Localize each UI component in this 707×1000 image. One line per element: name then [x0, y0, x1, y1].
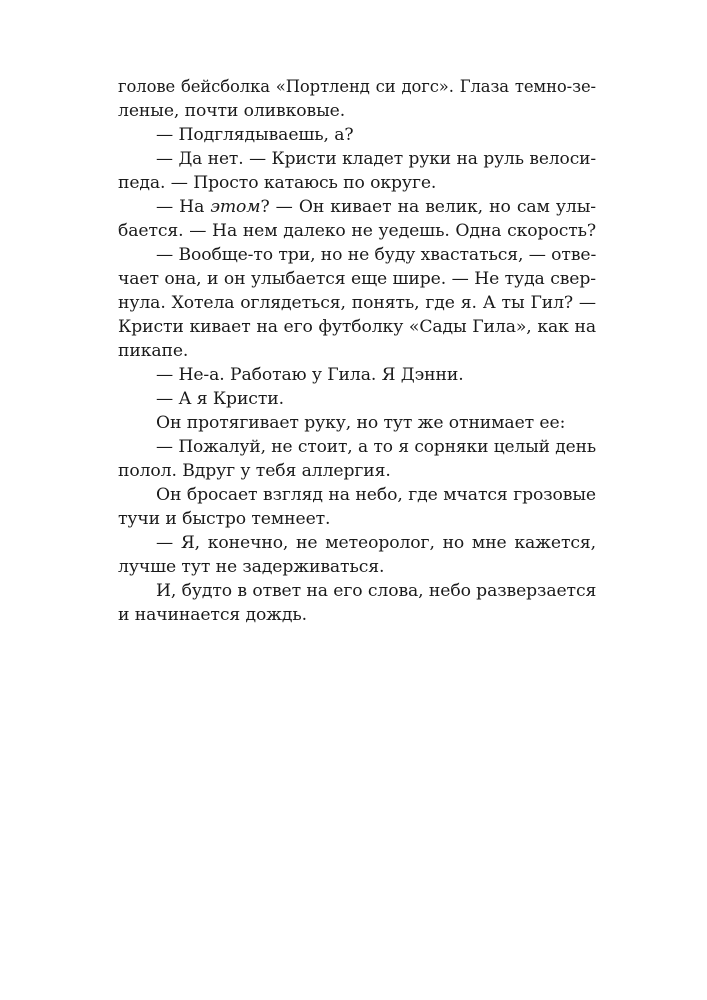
text-line: Кристи кивает на его футболку «Сады Гила», как на [118, 317, 596, 337]
text-line: — А я Кристи. [156, 389, 284, 409]
text-line: — Да нет. — Кристи кладет руки на руль велоси- [156, 149, 596, 169]
text-line: полол. Вдруг у тебя аллергия. [118, 461, 391, 481]
text-line: Он протягивает руку, но тут же отнимает ее: [156, 413, 566, 433]
text-line: — Я, конечно, не метеоролог, но мне кажется, [156, 533, 596, 553]
text-line: И, будто в ответ на его слова, небо разверзается [156, 581, 597, 601]
text-line: лучше тут не задерживаться. [118, 557, 385, 577]
text-line: — Подглядываешь, а? [156, 125, 354, 145]
text-segment: ? — Он кивает на велик, но сам улы- [260, 197, 596, 217]
text-line [118, 195, 596, 219]
text-line: — Вообще-то три, но не буду хвастаться, — отве- [156, 245, 597, 265]
text-line: педа. — Просто катаюсь по округе. [118, 173, 437, 193]
text-line: бается. — На нем далеко не уедешь. Одна скорость? [118, 221, 596, 241]
text-line: тучи и быстро темнеет. [118, 509, 331, 529]
body-text [118, 75, 596, 627]
text-line: нула. Хотела оглядеться, понять, где я. А ты Гил? — [118, 293, 596, 313]
text-line: голове бейсболка «Портленд си догс». Глаза темно-зе- [118, 77, 596, 96]
text-line: леные, почти оливковые. [118, 101, 346, 121]
text-line: Он бросает взгляд на небо, где мчатся грозовые [156, 485, 596, 505]
text-segment: — На [156, 197, 211, 217]
text-line: и начинается дождь. [118, 605, 308, 625]
emphasis-word: этом [210, 197, 261, 217]
text-line: пикапе. [118, 341, 189, 361]
text-line: чает она, и он улыбается еще шире. — Не туда свер- [118, 269, 596, 289]
text-line: — Не-а. Работаю у Гила. Я Дэнни. [156, 365, 464, 385]
text-line: — Пожалуй, не стоит, а то я сорняки целый день [156, 437, 596, 457]
